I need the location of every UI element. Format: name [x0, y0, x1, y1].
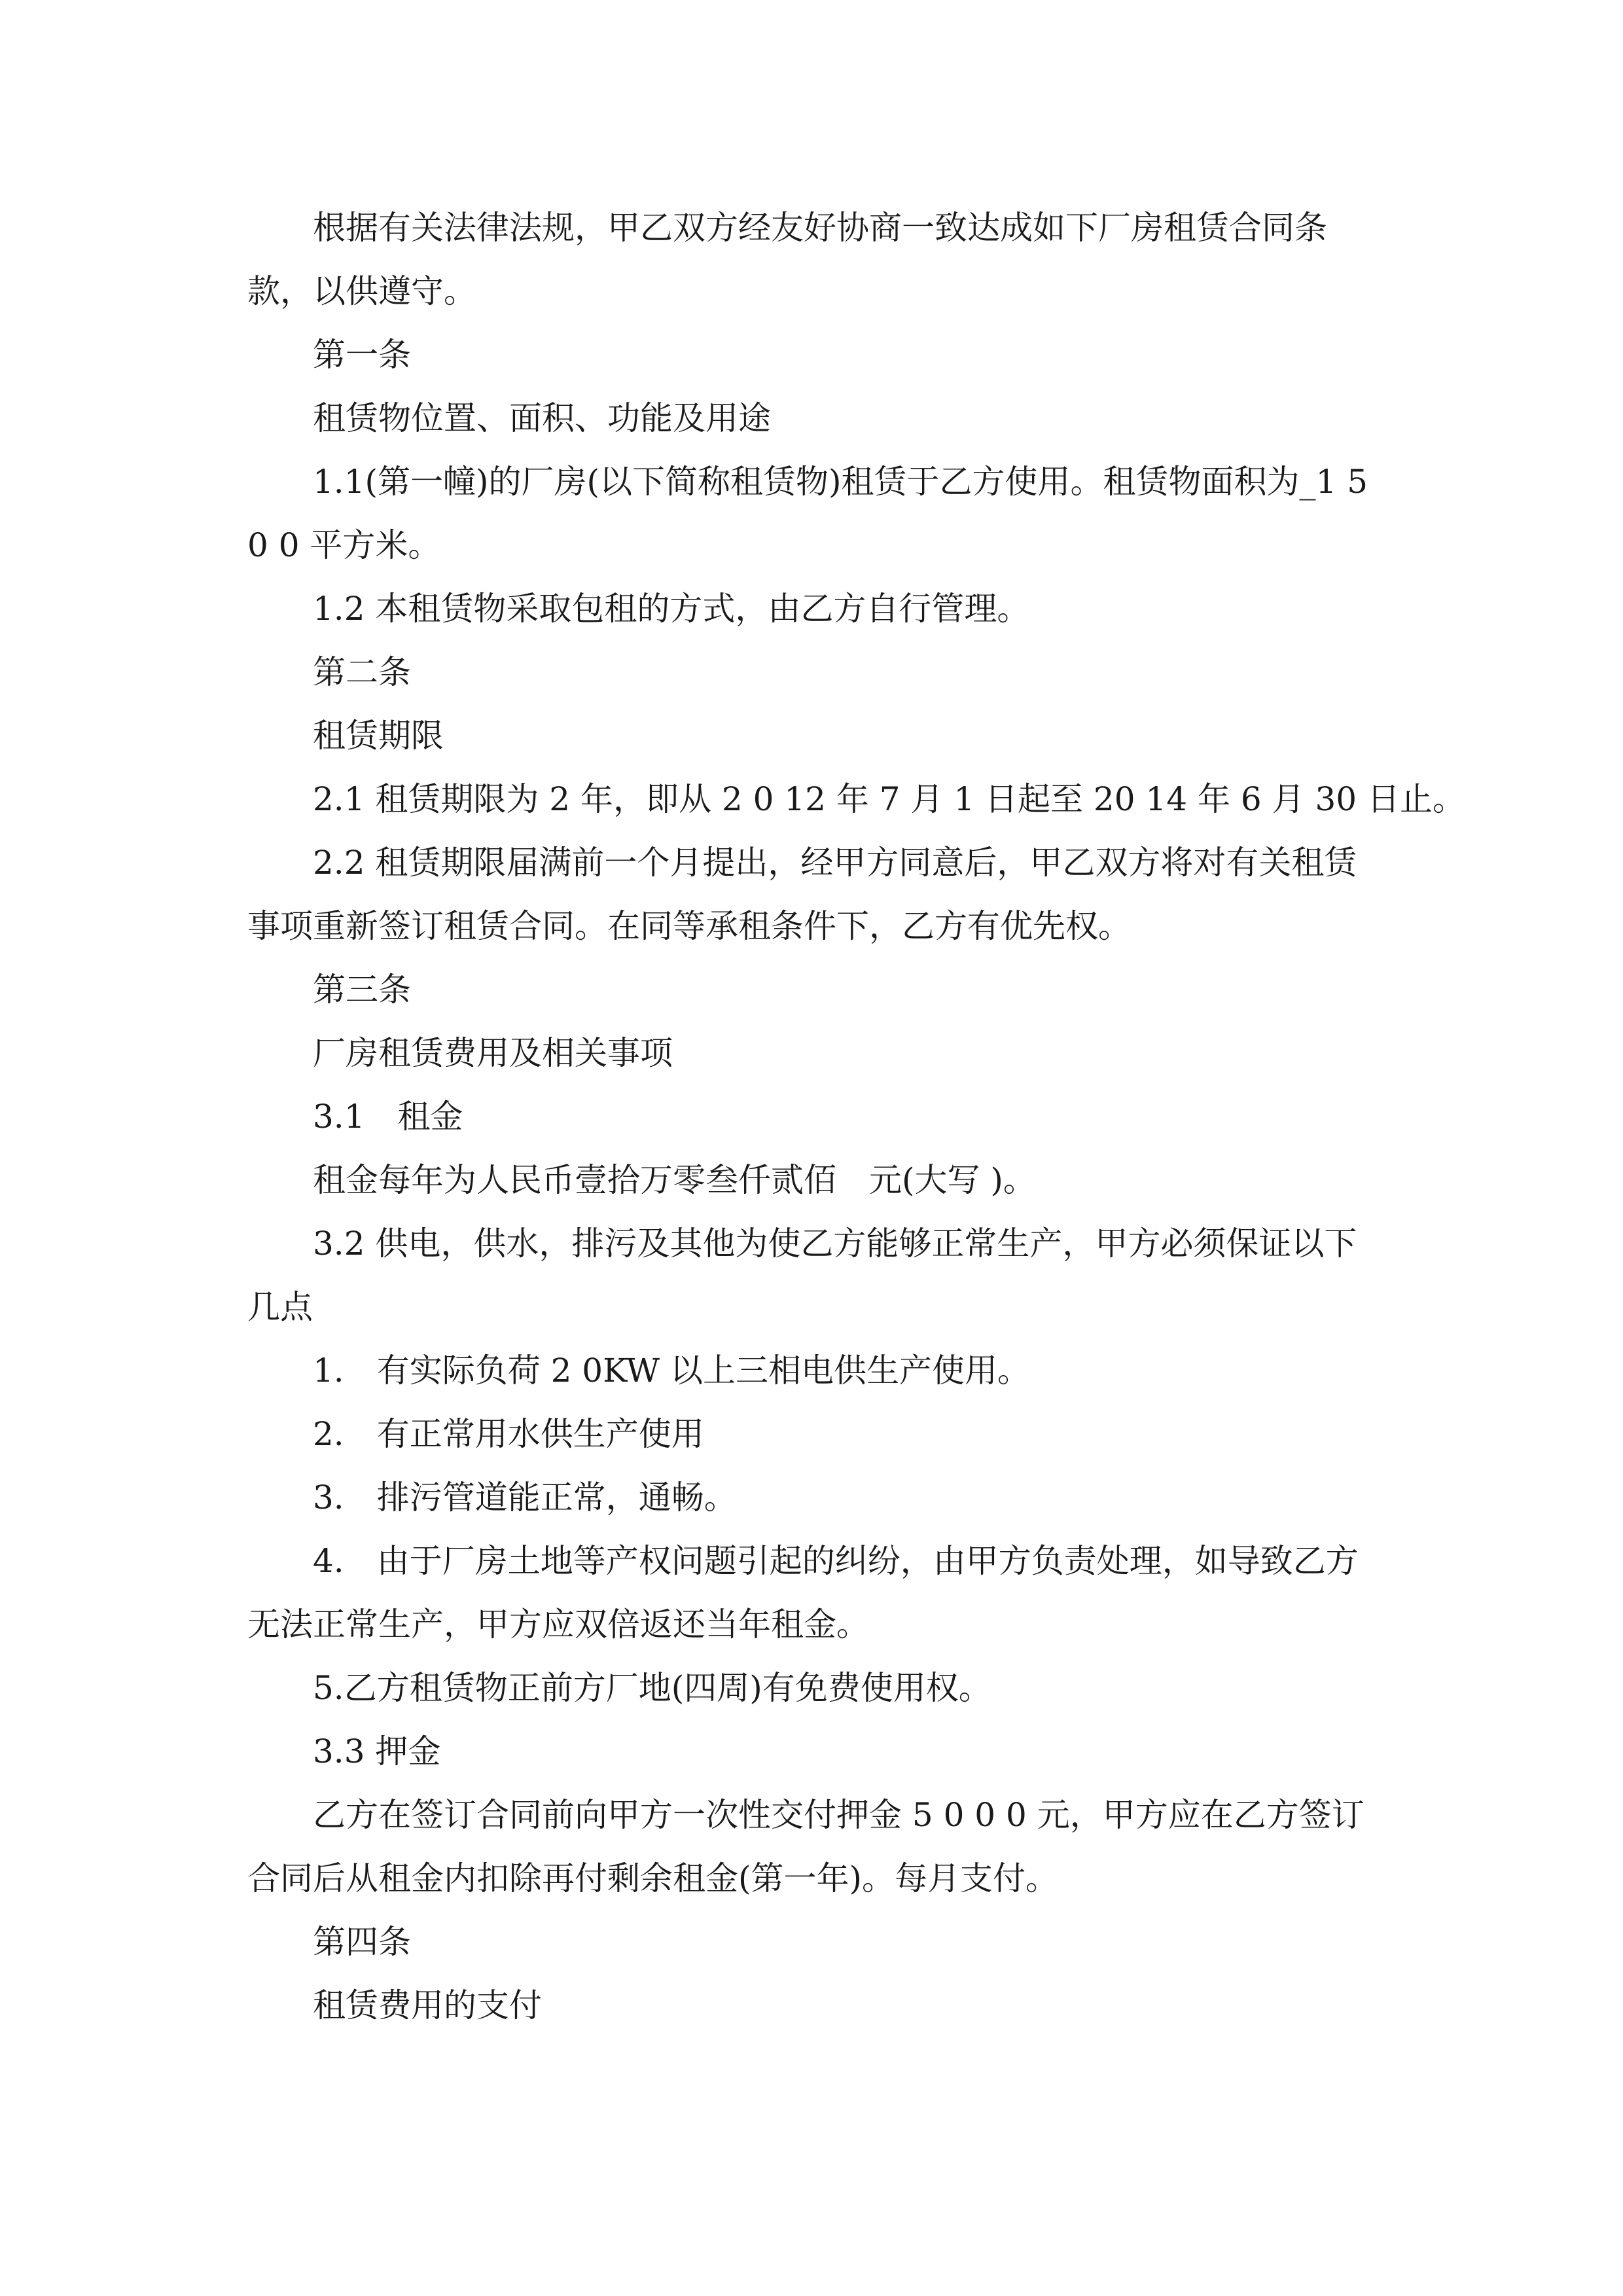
list-item-5: 5.乙方租赁物正前方厂地(四周)有免费使用权。: [313, 1669, 991, 1707]
clause-2-1: 2.1 租赁期限为 2 年，即从 2 0 12 年 7 月 1 日起至 20 14 年 6 月 30 日止。: [313, 780, 1465, 818]
article-4-title: 租赁费用的支付: [313, 1986, 542, 2024]
clause-3-3: 3.3 押金: [313, 1732, 441, 1770]
list-item-4: 4. 由于厂房土地等产权问题引起的纠纷，由甲方负责处理，如导致乙方无法正常生产，甲方应双倍返还当年租金。: [247, 1542, 1359, 1643]
deposit-paragraph: 乙方在签订合同前向甲方一次性交付押金 5 0 0 0 元，甲方应在乙方签订合同后从租金内扣除再付剩余租金(第一年)。每月支付。: [247, 1796, 1364, 1897]
rent-amount: 租金每年为人民币壹拾万零叁仟贰佰 元(大写 )。: [313, 1161, 1036, 1199]
article-1-title: 租赁物位置、面积、功能及用途: [313, 399, 771, 437]
list-item-3: 3. 排污管道能正常，通畅。: [313, 1479, 737, 1516]
article-4-heading: 第四条: [313, 1923, 411, 1961]
article-2-title: 租赁期限: [313, 717, 444, 755]
clause-2-2: 2.2 租赁期限届满前一个月提出，经甲方同意后，甲乙双方将对有关租赁事项重新签订租赁合同。在同等承租条件下，乙方有优先权。: [247, 844, 1357, 945]
list-item-1: 1. 有实际负荷 2 0KW 以上三相电供生产使用。: [313, 1352, 1030, 1390]
document-body: [247, 196, 1465, 2037]
clause-3-2: 3.2 供电，供水，排污及其他为使乙方能够正常生产，甲方必须保证以下几点: [247, 1225, 1357, 1326]
article-2-heading: 第二条: [313, 653, 411, 691]
clause-1-1: 1.1(第一幢)的厂房(以下简称租赁物)租赁于乙方使用。租赁物面积为_1 5 0 0 平方米。: [247, 463, 1368, 564]
clause-3-1: 3.1 租金: [313, 1098, 463, 1136]
clause-1-2: 1.2 本租赁物采取包租的方式，由乙方自行管理。: [313, 590, 1030, 628]
article-3-heading: 第三条: [313, 971, 411, 1009]
article-3-title: 厂房租赁费用及相关事项: [313, 1034, 673, 1072]
list-item-2: 2. 有正常用水供生产使用: [313, 1415, 704, 1453]
article-1-heading: 第一条: [313, 336, 411, 374]
intro-paragraph: 根据有关法律法规，甲乙双方经友好协商一致达成如下厂房租赁合同条款，以供遵守。: [247, 209, 1327, 310]
